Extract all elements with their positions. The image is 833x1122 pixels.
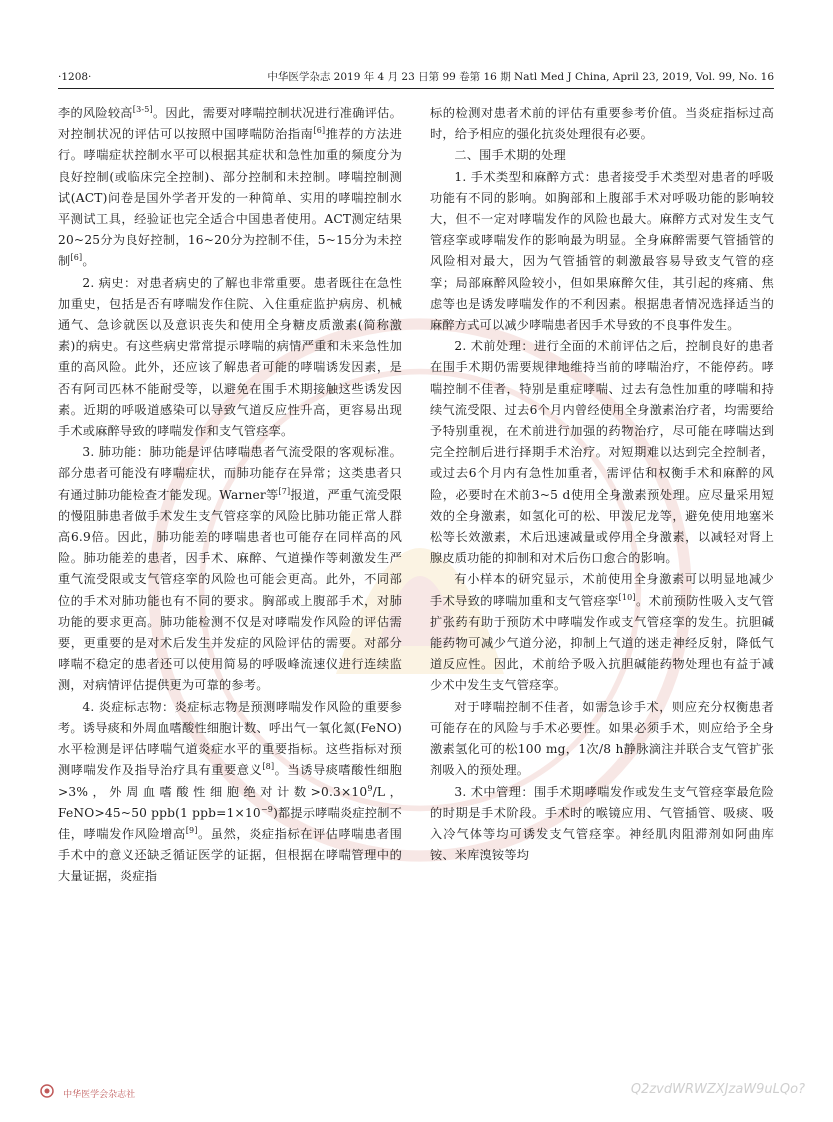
paragraph: [58, 273, 402, 443]
citation-superscript: [8]: [262, 762, 275, 772]
text-segment: 4. 炎症标志物：炎症标志物是预测哮喘发作风险的重要参考。诱导痰和外周血嗜酸性细胞计数、呼出气一氧化氮(FeNO)水平检测是评估哮喘气道炎症水平的重要指标。这些指标对预测哮喘发作及指导治疗具有重要意义: [58, 699, 402, 778]
running-header: [58, 70, 774, 84]
text-segment: 。: [82, 254, 95, 269]
publisher-seal-icon: [40, 1084, 54, 1098]
text-segment: 2. 病史：对患者病史的了解也非常重要。患者既往在急性加重史，包括是否有哮喘发作住院、入住重症监护病房、机械通气、急诊就医以及意识丧失和使用全身糖皮质激素(简称激素)的病史。有这些病史常常提示哮喘的病情严重和未来急性加重的高风险。此外，还应该了解患者可能的哮喘诱发因素，是否有阿司匹林不能耐受等，以避免在围手术期接触这些诱发因素。近期的呼吸道感染可以导致气道反应性升高，更容易出现手术或麻醉导致的哮喘发作和支气管痉挛。: [58, 275, 402, 439]
publisher-name: 中华医学会杂志社: [63, 1090, 136, 1100]
text-segment: 。术前预防性吸入支气管扩张药有助于预防术中哮喘发作或支气管痉挛的发生。抗胆碱能药物可减少气道分泌，抑制上气道的迷走神经反射，降低气道反应性。因此，术前给予吸入抗胆碱能药物处理也有益于减少术中发生支气管痉挛。: [430, 593, 774, 693]
citation-superscript: [9]: [185, 825, 198, 835]
text-segment: 3. 术中管理：围手术期哮喘发作或发生支气管痉挛最危险的时期是手术阶段。手术时的喉镜应用、气管插管、吸痰、吸入冷气体等均可诱发支气管痉挛。神经肌肉阻滞剂如阿曲库铵、米库溴铵等均: [430, 784, 774, 863]
text-segment: 推荐的方法进行。哮喘症状控制水平可以根据其症状和急性加重的频度分为良好控制(或临床完全控制)、部分控制和未控制。哮喘控制测试(ACT)问卷是国外学者开发的一种简单、实用的哮喘控制水平测试工具，经验证也完全适合中国患者使用。ACT测定结果20~25分为良好控制，16~20分为控制不佳，5~15分为未控制: [58, 127, 402, 269]
paragraph: [430, 697, 774, 782]
text-segment: 。当诱导痰嗜酸性细胞>3%，外周血嗜酸性细胞绝对计数>0.3×10: [58, 763, 402, 799]
citation-superscript: [10]: [618, 592, 636, 602]
paragraph: [58, 697, 402, 888]
paragraph: [430, 103, 774, 145]
text-segment: )都提示哮喘炎症控制不佳，哮喘发作风险增高: [58, 805, 402, 841]
text-segment: 李的风险较高: [58, 106, 133, 120]
text-segment: 。虽然，炎症指标在评估哮喘患者围手术中的意义还缺乏循证医学的证据，但根据在哮喘管理中的大量证据，炎症指: [58, 826, 402, 884]
text-segment: 。因此，需要对哮喘控制状况进行准确评估。对控制状况的评估可以按照中国哮喘防治指南: [58, 106, 402, 142]
paragraph: [430, 336, 774, 569]
paragraph: [430, 569, 774, 696]
citation-superscript: [7]: [278, 486, 291, 496]
publisher-logo: [40, 1083, 135, 1099]
citation-superscript: 9: [367, 783, 373, 793]
document-code: Q2zvdWRWZXJzaW9uLQo?: [630, 1082, 805, 1097]
text-segment: 3. 肺功能：肺功能是评估哮喘患者气流受限的客观标准。部分患者可能没有哮喘症状，而肺功能存在异常；这类患者只有通过肺功能检查才能发现。Warner等: [58, 445, 402, 502]
text-segment: 标的检测对患者术前的评估有重要参考价值。当炎症指标过高时，给予相应的强化抗炎处理很有必要。: [430, 106, 774, 142]
citation-superscript: −9: [260, 804, 274, 814]
header-rule: [58, 88, 774, 89]
paragraph: [58, 103, 402, 273]
paragraph: [58, 442, 402, 696]
citation-superscript: [3-5]: [132, 104, 153, 114]
text-segment: 对于哮喘控制不佳者，如需急诊手术，则应充分权衡患者可能存在的风险与手术必要性。如果必须手术，则应给予全身激素氢化可的松100 mg，1次/8 h静脉滴注并联合支气管扩张剂吸入的预处理。: [430, 699, 774, 778]
paragraph: [430, 782, 774, 867]
text-segment: 1. 手术类型和麻醉方式：患者接受手术类型对患者的呼吸功能有不同的影响。如胸部和上腹部手术对呼吸功能的影响较大，但不一定对哮喘发作的风险也最大。麻醉方式对发生支气管痉挛或哮喘发作的影响最为明显。全身麻醉需要气管插管的风险相对最大，因为气管插管的刺激最容易导致支气管的痉挛；局部麻醉风险较小，但如果麻醉欠佳，其引起的疼痛、焦虑等也是诱发哮喘发作的不利因素。根据患者情况选择适当的麻醉方式可以减少哮喘患者因手术导致的不良事件发生。: [430, 169, 774, 333]
journal-citation: 中华医学杂志 2019 年 4 月 23 日第 99 卷第 16 期 Natl Med J China, April 23, 2019, Vol. 99, No. 16: [267, 71, 774, 83]
page-number: ·1208·: [58, 71, 92, 83]
citation-superscript: [6]: [70, 253, 83, 263]
left-column: [58, 103, 402, 1058]
text-segment: 有小样本的研究显示，术前使用全身激素可以明显地减少手术导致的哮喘加重和支气管痉挛: [430, 572, 774, 608]
text-segment: 2. 术前处理：进行全面的术前评估之后，控制良好的患者在围手术期仍需要规律地维持当前的哮喘治疗，不能停药。哮喘控制不佳者，特别是重症哮喘、过去有急性加重的哮喘和持续气流受限、过去6个月内曾经使用全身激素治疗者，均需要给予特别重视，在术前进行加强的药物治疗，尽可能在哮喘达到完全控制后进行择期手术治疗。对短期难以达到完全控制者，或过去6个月内有急性加重者，需评估和权衡手术和麻醉的风险，必要时在术前3~5 d使用全身激素预处理。应尽量采用短效的全身激素，如氢化可的松、甲泼尼龙等，避免使用地塞米松等长效激素，术后迅速减量或停用全身激素，以减轻对肾上腺皮质功能的抑制和对术后伤口愈合的影响。: [430, 339, 774, 566]
text-segment: 报道，严重气流受限的慢阻肺患者做手术发生支气管痉挛的风险比肺功能正常人群高6.9倍。因此，肺功能差的哮喘患者也可能存在同样高的风险。肺功能差的患者，因手术、麻醉、气道操作等刺激发生严重气流受限或支气管痉挛的风险也可能会更高。此外，不同部位的手术对肺功能也有不同的要求。胸部或上腹部手术，对肺功能的要求更高。肺功能检测不仅是对哮喘发作风险的评估需要，更重要的是对术后发生并发症的风险评估的需要。对部分哮喘不稳定的患者还可以使用简易的呼吸峰流速仪进行连续监测，对病情评估提供更为可靠的参考。: [58, 487, 402, 693]
paragraph: [430, 167, 774, 337]
right-column: [430, 103, 774, 1058]
text-segment: 二、围手术期的处理: [454, 148, 566, 163]
citation-superscript: [6]: [313, 126, 326, 136]
paragraph: [430, 145, 774, 166]
text-segment: /L，FeNO>45~50 ppb(1 ppb=1×10: [58, 784, 402, 820]
